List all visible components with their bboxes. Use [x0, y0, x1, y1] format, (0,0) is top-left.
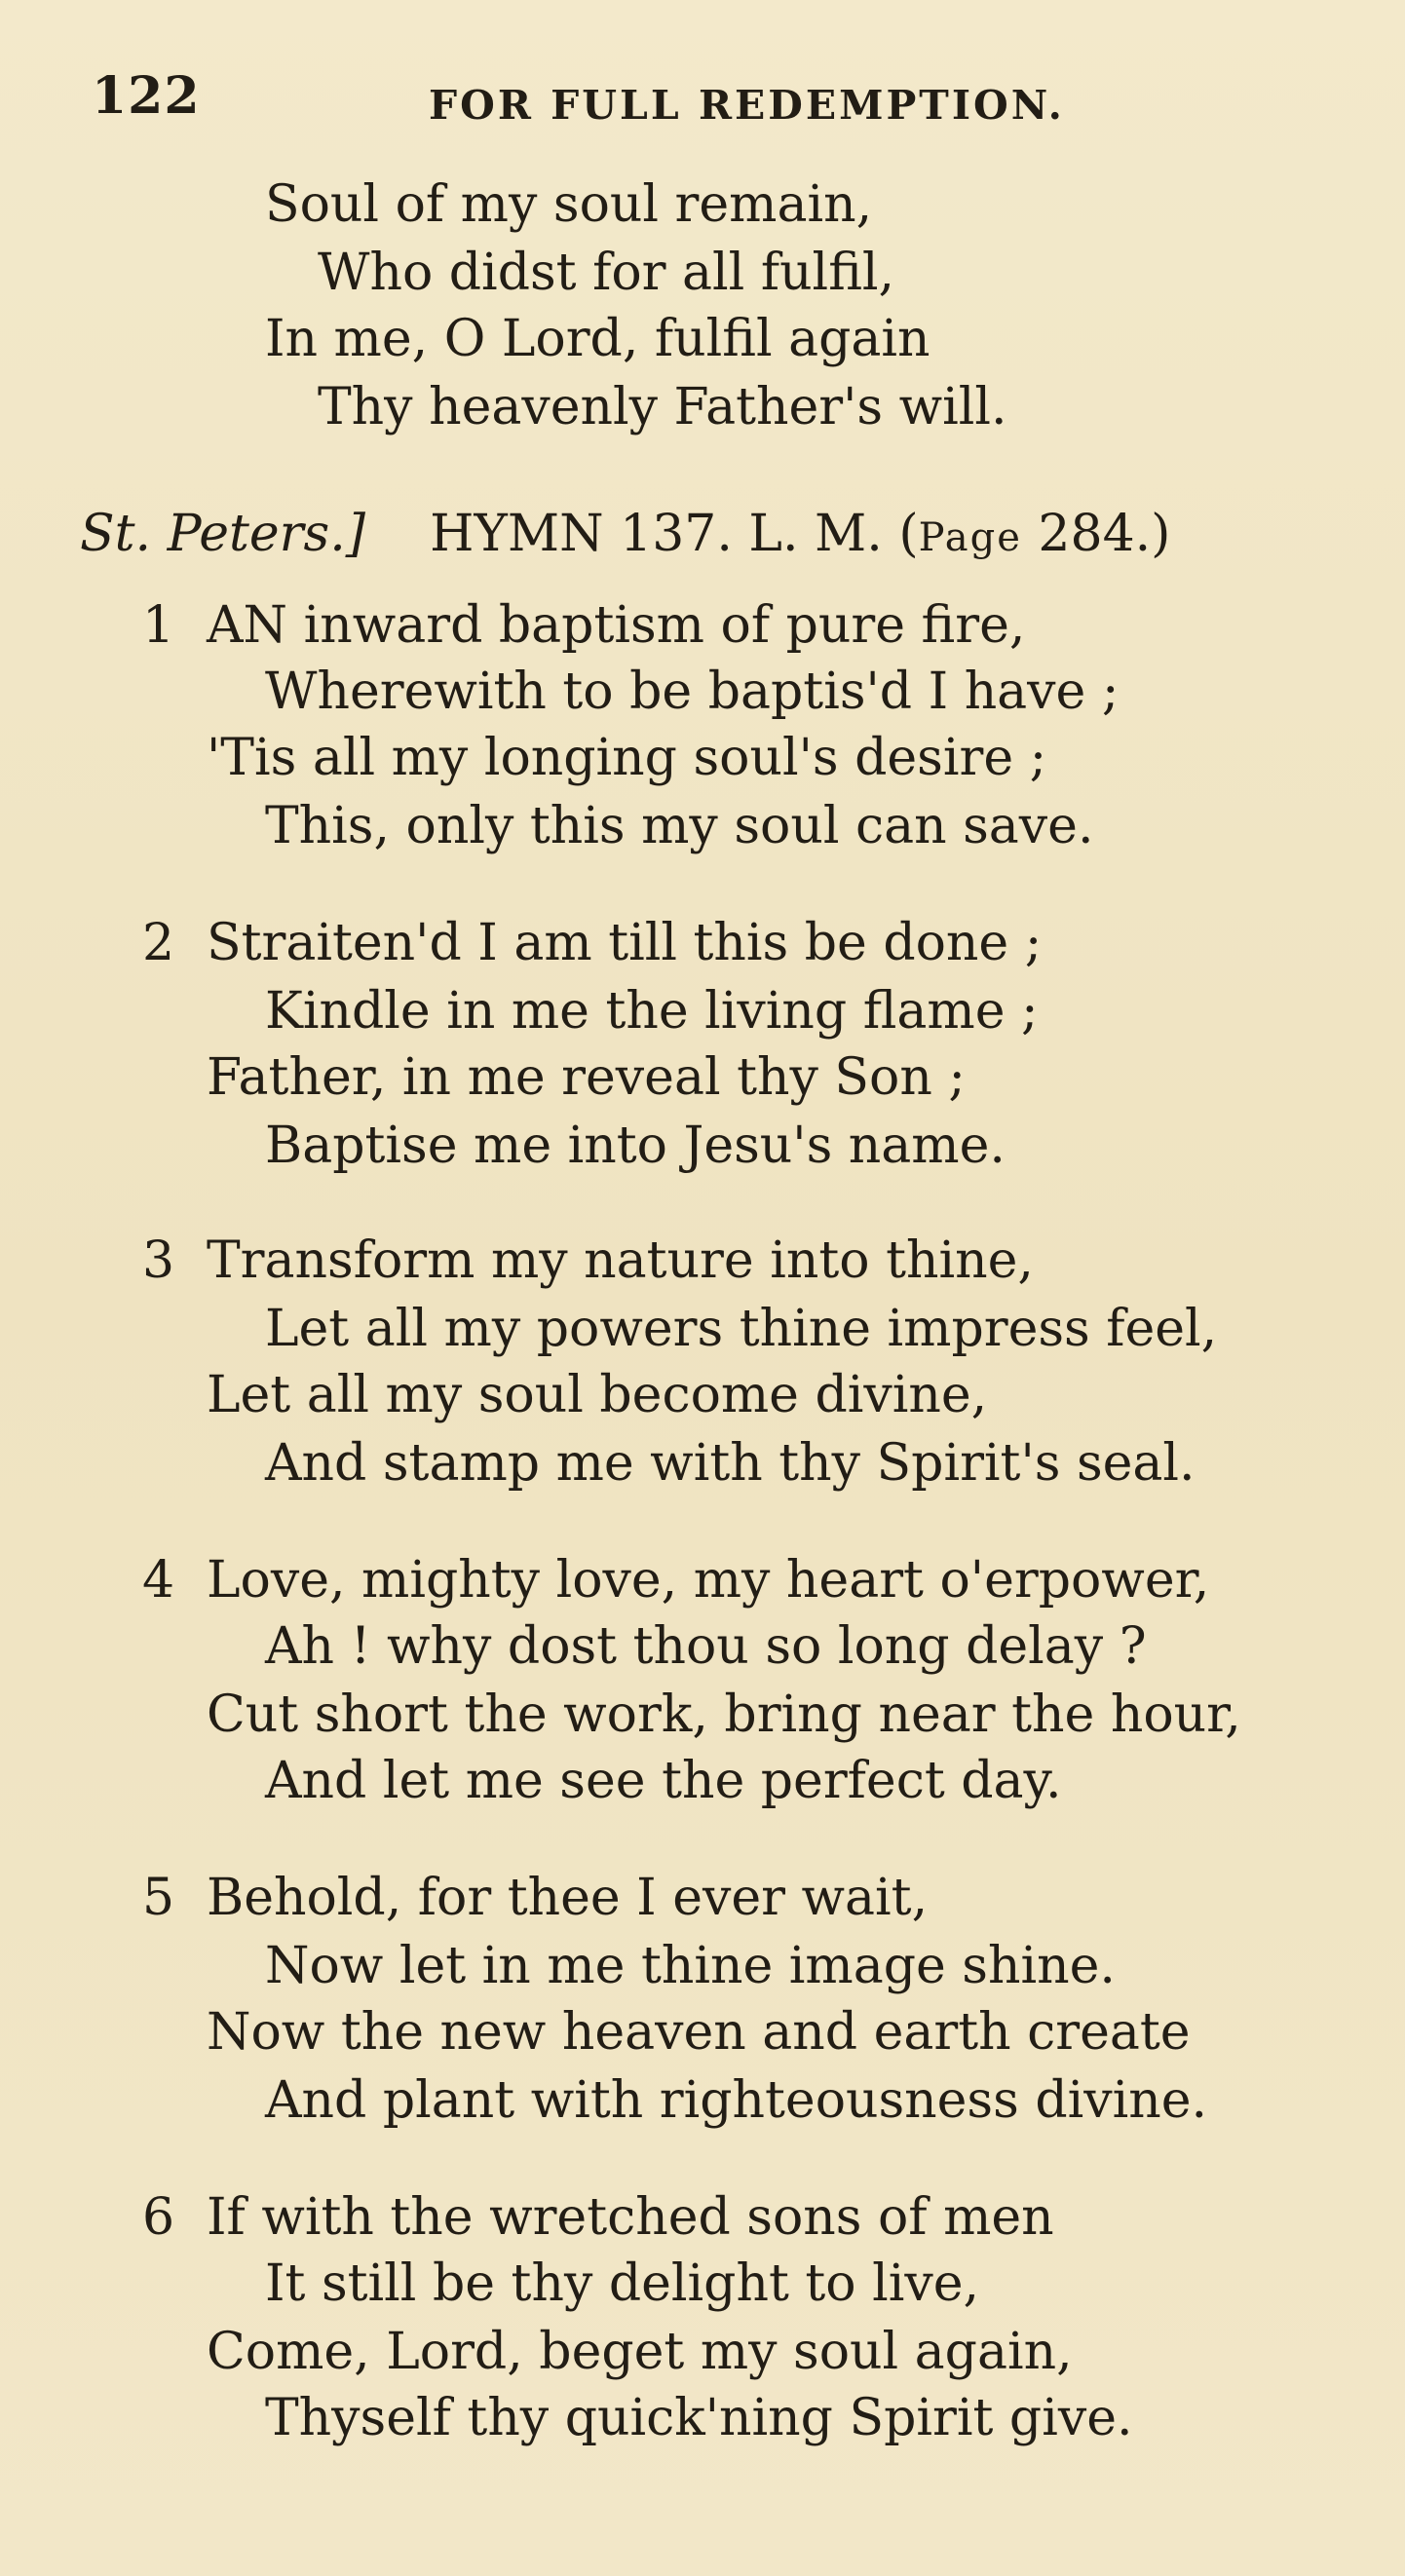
verse-number: 5 — [142, 1869, 175, 1927]
verse-number: 1 — [142, 596, 175, 655]
verse-line: Baptise me into Jesu's name. — [265, 1117, 1006, 1175]
verse-line: AN inward baptism of pure fire, — [207, 596, 1026, 655]
verse-line: Father, in me reveal thy Son ; — [207, 1048, 966, 1107]
verse-line: Transform my nature into thine, — [207, 1231, 1034, 1290]
running-head: FOR FULL REDEMPTION. — [429, 82, 1065, 129]
verse-line: Let all my powers thine impress feel, — [265, 1300, 1218, 1358]
verse-line: And plant with righteousness divine. — [265, 2071, 1208, 2130]
page-label: Page — [918, 515, 1022, 560]
verse-line: 'Tis all my longing soul's desire ; — [207, 729, 1047, 787]
verse-line: Now let in me thine image shine. — [265, 1937, 1116, 1995]
verse-line: It still be thy delight to live, — [265, 2254, 980, 2313]
verse-line: Now the new heaven and earth create — [207, 2003, 1191, 2062]
verse-line: Behold, for thee I ever wait, — [207, 1869, 929, 1927]
verse-line: And let me see the perfect day. — [265, 1752, 1062, 1810]
verse-line: This, only this my soul can save. — [265, 797, 1094, 855]
verse-line: Ah ! why dost thou so long delay ? — [265, 1617, 1147, 1676]
page-number: 122 — [92, 66, 201, 126]
stanza-line: In me, O Lord, fulfil again — [265, 310, 930, 368]
stanza-line: Who didst for all fulfil, — [318, 244, 895, 302]
verse-line: Love, mighty love, my heart o'erpower, — [207, 1551, 1210, 1610]
verse-line: Wherewith to be baptis'd I have ; — [265, 663, 1120, 721]
tune-name: St. Peters.] — [80, 505, 366, 563]
verse-number: 2 — [142, 914, 175, 972]
stanza-line: Soul of my soul remain, — [265, 175, 873, 234]
verse-line: Come, Lord, beget my soul again, — [207, 2323, 1073, 2381]
verse-number: 6 — [142, 2188, 175, 2247]
hymn-title: HYMN 137. L. M. ( — [430, 505, 919, 563]
verse-line: And stamp me with thy Spirit's seal. — [265, 1434, 1196, 1493]
verse-number: 4 — [142, 1551, 175, 1610]
verse-line: Straiten'd I am till this be done ; — [207, 914, 1043, 972]
verse-line: Thyself thy quick'ning Spirit give. — [265, 2389, 1133, 2447]
verse-line: Cut short the work, bring near the hour, — [207, 1686, 1241, 1744]
verse-line: Kindle in me the living flame ; — [265, 982, 1039, 1041]
stanza-line: Thy heavenly Father's will. — [318, 378, 1007, 436]
verse-number: 3 — [142, 1231, 175, 1290]
verse-line: Let all my soul become divine, — [207, 1366, 988, 1424]
verse-line: If with the wretched sons of men — [207, 2188, 1054, 2247]
page-reference: 284.) — [1021, 505, 1171, 563]
hymn-heading — [80, 505, 1170, 563]
